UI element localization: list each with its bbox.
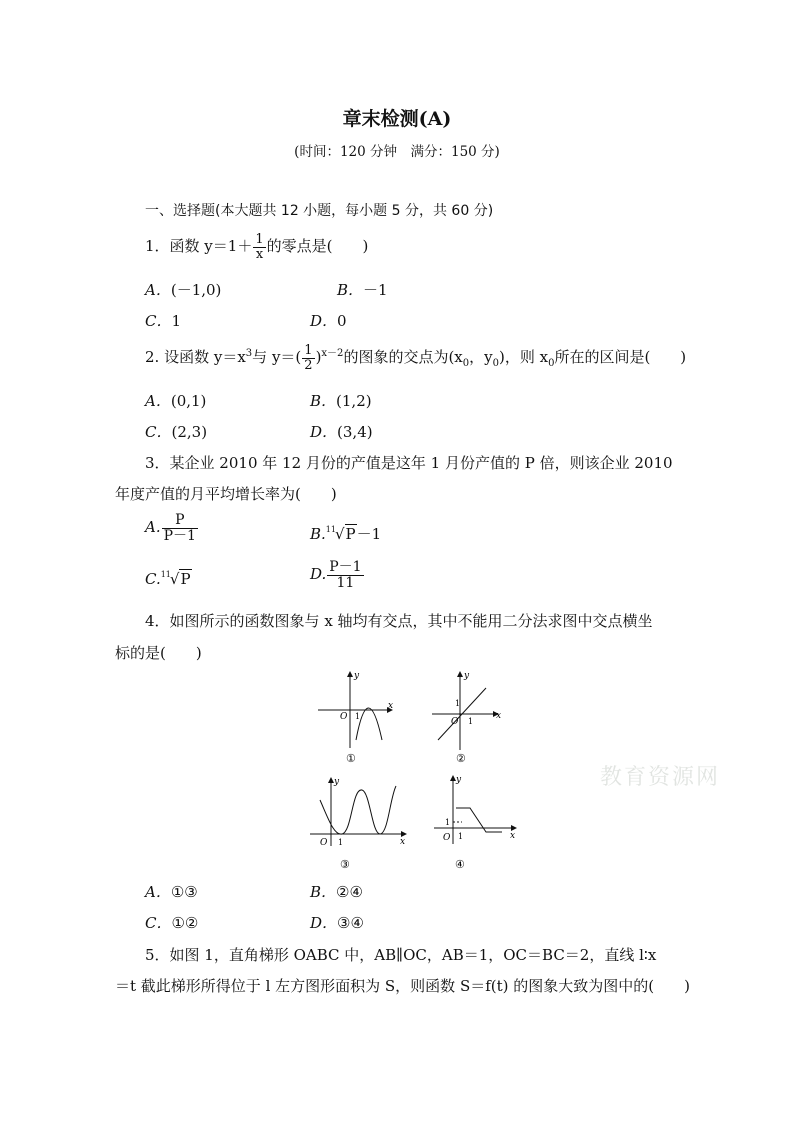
q2-option-b[interactable] <box>310 390 372 411</box>
q2-text: 所在的区间是( ) <box>554 348 687 367</box>
radical-index: 11 <box>325 525 336 534</box>
option-label: A． <box>145 883 171 901</box>
page-title: 章末检测(A) <box>342 108 452 130</box>
q2-frac-num: 1 <box>304 343 313 358</box>
option-label: B． <box>310 883 337 901</box>
figure-label-2: ② <box>456 752 466 765</box>
frac-den: 11 <box>336 574 355 591</box>
option-label: C． <box>145 423 172 441</box>
q2-subscript: 0 <box>548 358 555 370</box>
option-label: C． <box>145 914 172 932</box>
frac-num: P－1 <box>329 559 362 575</box>
q2-exponent: x－2 <box>321 348 344 360</box>
option-text: －1 <box>356 525 382 543</box>
figure-label-3: ③ <box>340 858 350 871</box>
origin-label: O <box>451 717 459 727</box>
q2-subscript: 0 <box>492 358 499 370</box>
option-text: ②④ <box>336 883 363 901</box>
question-3-line1: 3．某企业 2010 年 12 月份的产值是这年 1 月份产值的 P 倍，则该企业 2010 <box>145 454 673 472</box>
exam-info: (时间：120 分钟 满分：150 分) <box>294 144 500 160</box>
option-text: ①② <box>171 914 199 932</box>
option-text: (3,4) <box>337 423 373 441</box>
q2-text: 与 y＝( <box>252 348 302 367</box>
option-label: D． <box>310 423 338 441</box>
question-2-stem <box>145 344 686 372</box>
q1-frac-den: x <box>255 246 264 262</box>
q2-frac-den: 2 <box>304 357 313 373</box>
axis-x-label: x <box>400 837 406 847</box>
q2-option-d[interactable] <box>310 421 373 442</box>
axis-x-label: x <box>388 701 394 711</box>
q4-option-d[interactable] <box>310 912 364 933</box>
option-fraction <box>162 513 198 543</box>
option-label: A． <box>145 281 171 299</box>
question-5-line2: ＝t 截此梯形所得位于 l 左方图形面积为 S，则函数 S＝f(t) 的图象大致为图中的( ) <box>115 977 690 995</box>
axis-x-label: x <box>496 711 502 721</box>
q2-subscript: 0 <box>462 358 470 370</box>
option-fraction <box>327 560 363 590</box>
question-1-stem <box>145 233 368 261</box>
option-label: B. <box>310 525 326 543</box>
q1-option-c[interactable] <box>145 310 181 331</box>
radicand: P <box>180 570 191 588</box>
option-text: ③④ <box>337 914 364 932</box>
graph-3 <box>310 778 406 846</box>
watermark: 教育资源网 <box>600 765 721 790</box>
q2-text: ) <box>315 348 322 367</box>
origin-label: O <box>320 838 328 848</box>
axis-x-label: x <box>510 831 516 841</box>
tick-one: 1 <box>458 832 464 841</box>
option-label: C. <box>145 570 161 588</box>
q1-text: 1．函数 y＝1＋ <box>145 237 253 256</box>
option-text: ①③ <box>170 883 198 901</box>
figure-label-4: ④ <box>455 858 465 871</box>
radical-index: 11 <box>160 570 171 579</box>
q3-option-a[interactable] <box>145 513 199 543</box>
option-label: B． <box>310 392 337 410</box>
option-text: (2,3) <box>171 423 208 441</box>
frac-num: P <box>162 513 198 529</box>
q4-option-c[interactable] <box>145 912 198 933</box>
tick-one: 1 <box>445 818 451 827</box>
axis-y-label: y <box>334 777 340 787</box>
q2-exponent: 3 <box>245 348 253 360</box>
q4-option-b[interactable] <box>310 881 363 902</box>
option-text: －1 <box>363 281 388 299</box>
radical: $^{11}$√P <box>160 570 191 588</box>
axis-y-label: y <box>354 671 360 681</box>
option-text: (0,1) <box>170 392 207 410</box>
option-text: (－1,0) <box>170 281 222 299</box>
tick-one: 1 <box>468 717 474 726</box>
question-3-line2: 年度产值的月平均增长率为( ) <box>115 485 337 503</box>
q2-option-c[interactable] <box>145 421 207 442</box>
option-text: 0 <box>337 312 347 330</box>
graph-1 <box>318 672 392 748</box>
q4-option-a[interactable] <box>145 881 198 902</box>
option-label: D． <box>310 914 338 932</box>
frac-den: P－1 <box>163 527 196 544</box>
option-label: B． <box>337 281 364 299</box>
option-label: A． <box>145 392 171 410</box>
q2-text: )，则 x <box>498 348 549 367</box>
option-text: (1,2) <box>336 392 372 410</box>
option-label: A. <box>145 518 161 537</box>
option-text: 1 <box>171 312 182 330</box>
q2-option-a[interactable] <box>145 390 206 411</box>
tick-one: 1 <box>455 699 461 708</box>
axis-y-label: y <box>464 671 470 681</box>
origin-label: O <box>443 833 451 843</box>
q1-fraction <box>253 233 265 261</box>
q1-option-a[interactable] <box>145 279 221 300</box>
question-4-line1: 4．如图所示的函数图象与 x 轴均有交点，其中不能用二分法求图中交点横坐 <box>145 612 653 630</box>
radicand: P <box>345 525 356 543</box>
q3-option-c[interactable] <box>145 570 192 588</box>
q1-text-end: 的零点是( ) <box>266 237 369 256</box>
q1-option-b[interactable] <box>337 279 388 300</box>
radical: $^{11}$√P <box>325 525 356 543</box>
q1-frac-num: 1 <box>255 232 264 247</box>
q2-fraction <box>302 344 314 372</box>
option-label: D. <box>310 565 327 584</box>
q1-option-d[interactable] <box>310 310 347 331</box>
question-5-line1: 5．如图 1，直角梯形 OABC 中，AB∥OC，AB＝1，OC＝BC＝2，直线 l∶x <box>145 946 657 964</box>
tick-one: 1 <box>355 712 361 721</box>
q3-option-d[interactable] <box>310 560 365 590</box>
q2-text: 2. 设函数 y＝x <box>145 348 246 367</box>
origin-label: O <box>340 712 348 722</box>
q2-text: 的图象的交点为(x <box>343 348 463 367</box>
q3-option-b[interactable] <box>310 523 381 544</box>
tick-one: 1 <box>338 838 344 847</box>
option-label: D． <box>310 312 338 330</box>
function-graphs-figure <box>310 668 530 878</box>
axis-y-label: y <box>456 775 462 785</box>
figure-label-1: ① <box>346 752 356 765</box>
graph-2 <box>432 672 498 750</box>
question-4-line2: 标的是( ) <box>115 644 202 662</box>
option-label: C． <box>145 312 172 330</box>
section-heading: 一、选择题(本大题共 12 小题，每小题 5 分，共 60 分) <box>145 203 494 219</box>
q2-text: ，y <box>469 348 493 367</box>
